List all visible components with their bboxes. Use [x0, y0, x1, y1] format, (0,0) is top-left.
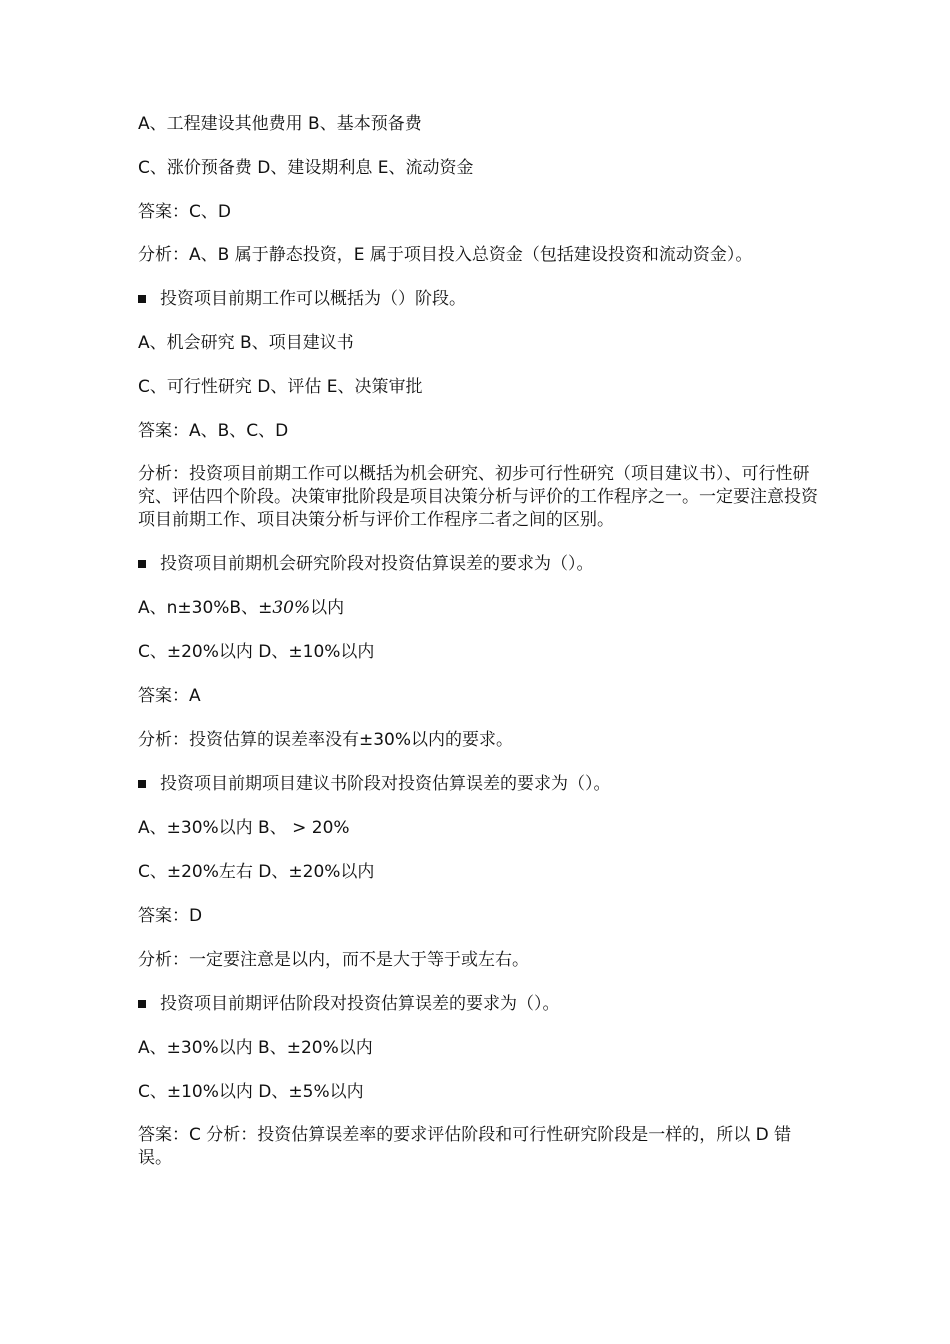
answer-line: 答案：A、B、C、D [138, 421, 289, 441]
answer-line: 答案：C、D [138, 202, 231, 222]
document-page [138, 112, 818, 1190]
option-text-prefix: A、n±30%B、 [138, 598, 259, 618]
question-text: 投资项目前期评估阶段对投资估算误差的要求为（）。 [160, 994, 560, 1014]
option-text-suffix: 以内 [310, 598, 345, 618]
option-line: A、机会研究 B、项目建议书 [138, 333, 354, 353]
analysis-line: 分析：一定要注意是以内，而不是大于等于或左右。 [138, 950, 529, 970]
question-text: 投资项目前期机会研究阶段对投资估算误差的要求为（）。 [160, 554, 594, 574]
square-bullet-icon [138, 1000, 146, 1008]
question-text: 投资项目前期项目建议书阶段对投资估算误差的要求为（）。 [160, 774, 611, 794]
square-bullet-icon [138, 295, 146, 303]
option-line: A、±30%以内 B、 > 20% [138, 818, 350, 838]
option-line: C、±20%左右 D、±20%以内 [138, 862, 375, 882]
option-line: A、±30%以内 B、±20%以内 [138, 1038, 373, 1058]
square-bullet-icon [138, 560, 146, 568]
option-line [138, 596, 818, 620]
question-line [138, 772, 818, 796]
option-line: C、±20%以内 D、±10%以内 [138, 642, 375, 662]
analysis-line: 分析：投资估算的误差率没有±30%以内的要求。 [138, 730, 514, 750]
answer-line: 答案：D [138, 906, 203, 926]
analysis-paragraph: 分析：投资项目前期工作可以概括为机会研究、初步可行性研究（项目建议书）、可行性研究、评估四个阶段。决策审批阶段是项目决策分析与评价的工作程序之一。一定要注意投资项目前期工作、项目决策分析与评价工作程序二者之间的区别。 [138, 464, 818, 530]
option-text-italic: ±30% [258, 598, 311, 618]
answer-line: 答案：A [138, 686, 201, 706]
question-line [138, 552, 818, 576]
option-line: C、涨价预备费 D、建设期利息 E、流动资金 [138, 158, 474, 178]
question-text: 投资项目前期工作可以概括为（）阶段。 [160, 289, 466, 309]
option-line: A、工程建设其他费用 B、基本预备费 [138, 114, 422, 134]
square-bullet-icon [138, 780, 146, 788]
analysis-paragraph: 分析：A、B 属于静态投资，E 属于项目投入总资金（包括建设投资和流动资金）。 [138, 245, 753, 265]
question-line [138, 992, 818, 1016]
question-line [138, 287, 818, 311]
option-line: C、可行性研究 D、评估 E、决策审批 [138, 377, 423, 397]
answer-analysis-paragraph: 答案：C 分析：投资估算误差率的要求评估阶段和可行性研究阶段是一样的，所以 D 错误。 [138, 1125, 792, 1168]
option-line: C、±10%以内 D、±5%以内 [138, 1082, 364, 1102]
